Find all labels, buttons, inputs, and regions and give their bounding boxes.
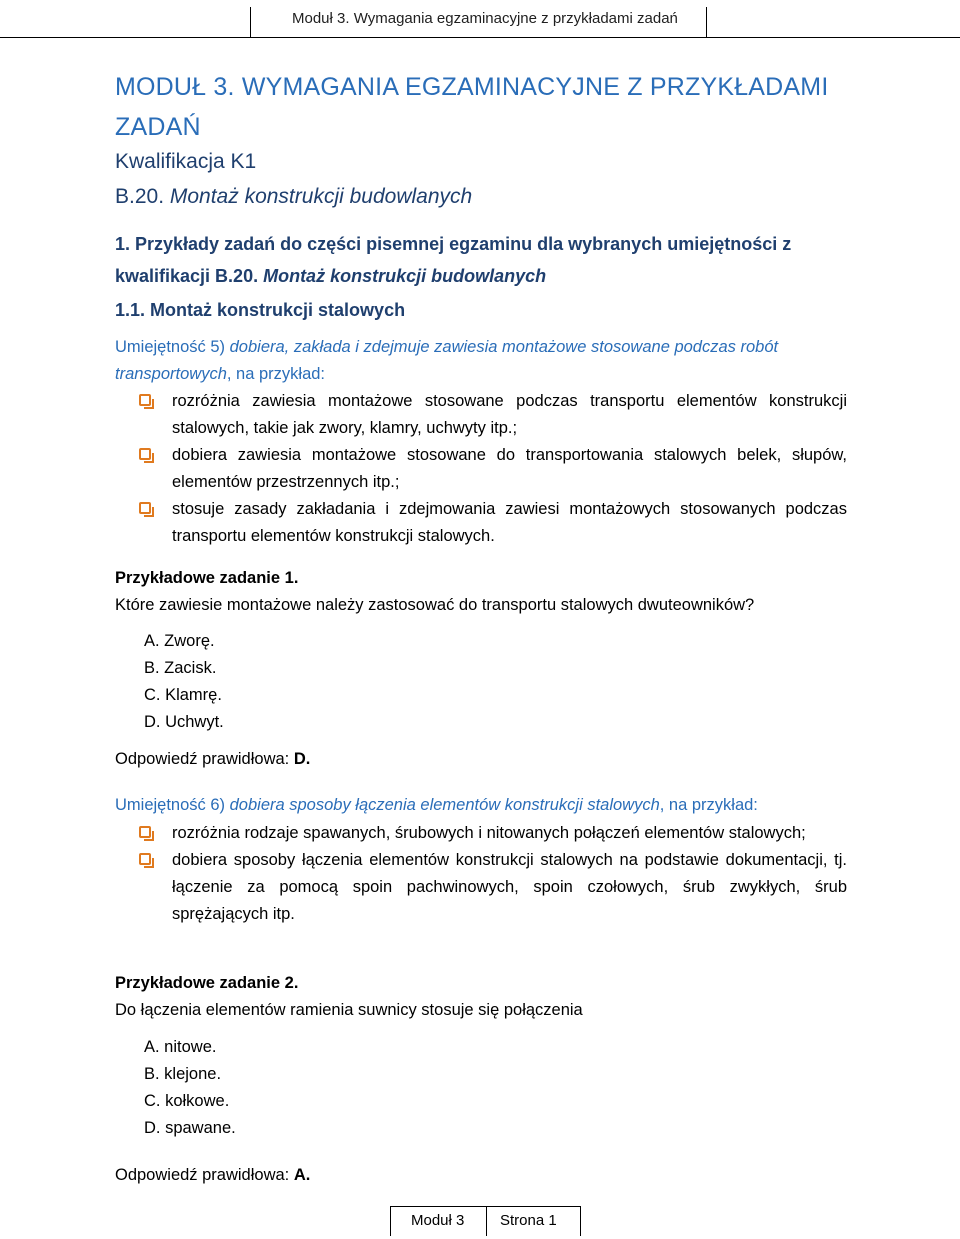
- list-item: dobiera sposoby łączenia elementów konstrukcji stalowych na podstawie dokumentacji, tj. łączenie za pomocą spoin pachwinowych, spoin czołowych, śrub zwykłych, śrub sprężających itp.: [139, 847, 847, 928]
- skill-5-intro: [115, 334, 855, 388]
- task-1-option-b: B. Zacisk.: [144, 659, 217, 677]
- section-heading-italic: Montaż konstrukcji budowlanych: [263, 266, 547, 286]
- section-heading: [115, 228, 875, 292]
- task-2-heading: Przykładowe zadanie 2.: [115, 974, 299, 992]
- task-2-option-a: A. nitowe.: [144, 1038, 217, 1056]
- task-1-answer-value: D.: [293, 750, 311, 768]
- page-title: MODUŁ 3. WYMAGANIA EGZAMINACYJNE Z PRZYKŁADAMI ZADAŃ: [115, 73, 829, 141]
- task-2-option-c: C. kołkowe.: [144, 1092, 230, 1110]
- skill-5-label: Umiejętność 5): [115, 338, 230, 356]
- task-1-question: Które zawiesie montażowe należy zastosować do transportu stalowych dwuteowników?: [115, 596, 755, 614]
- task-2-question: Do łączenia elementów ramienia suwnicy stosuje się połączenia: [115, 1001, 583, 1019]
- skill-5-bullets: [139, 388, 847, 550]
- list-item: stosuje zasady zakładania i zdejmowania zawiesi montażowych stosowanych podczas transportu elementów konstrukcji stalowych.: [139, 496, 847, 550]
- list-item: dobiera zawiesia montażowe stosowane do transportowania stalowych belek, słupów, elementów przestrzennych itp.;: [139, 442, 847, 496]
- task-1-option-d: D. Uchwyt.: [144, 713, 224, 731]
- task-2-option-d: D. spawane.: [144, 1119, 236, 1137]
- list-item: rozróżnia rodzaje spawanych, śrubowych i nitowanych połączeń elementów stalowych;: [139, 820, 847, 847]
- skill-5-description: dobiera, zakłada i zdejmuje zawiesia montażowe stosowane podczas robót transportowych: [115, 338, 779, 383]
- footer-module: Moduł 3: [411, 1212, 465, 1229]
- task-2-option-b: B. klejone.: [144, 1065, 222, 1083]
- qualification-code: B.20.: [115, 185, 170, 208]
- task-1-answer: Odpowiedź prawidłowa: D.: [115, 750, 311, 768]
- task-2-answer-value: A.: [293, 1166, 311, 1184]
- task-1-heading: Przykładowe zadanie 1.: [115, 569, 299, 587]
- skill-6-bullets: [139, 820, 847, 928]
- task-1-option-c: C. Klamrę.: [144, 686, 222, 704]
- skill-5-suffix: , na przykład:: [226, 365, 326, 383]
- qualification-name: [115, 185, 472, 209]
- task-1-option-a: A. Zworę.: [144, 632, 215, 650]
- header-rule: [0, 37, 960, 38]
- checkbox-bullet-icon: [139, 448, 151, 460]
- qualification-label: Kwalifikacja K1: [115, 150, 257, 173]
- skill-6-intro: [115, 792, 855, 819]
- skill-6-suffix: , na przykład:: [659, 796, 758, 814]
- checkbox-bullet-icon: [139, 502, 151, 514]
- checkbox-bullet-icon: [139, 853, 151, 865]
- task-2-answer: Odpowiedź prawidłowa: A.: [115, 1166, 311, 1184]
- list-item: rozróżnia zawiesia montażowe stosowane podczas transportu elementów konstrukcji stalowych, takie jak zwory, klamry, uchwyty itp.;: [139, 388, 847, 442]
- checkbox-bullet-icon: [139, 394, 151, 406]
- section-heading-text: 1. Przykłady zadań do części pisemnej egzaminu dla wybranych umiejętności z kwalifikacji B.20.: [115, 234, 792, 286]
- footer-page-number: Strona 1: [500, 1212, 557, 1229]
- subsection-heading: 1.1. Montaż konstrukcji stalowych: [115, 300, 406, 320]
- skill-6-description: dobiera sposoby łączenia elementów konstrukcji stalowych: [229, 796, 660, 814]
- skill-6-label: Umiejętność 6): [115, 796, 230, 814]
- checkbox-bullet-icon: [139, 826, 151, 838]
- qualification-title: Montaż konstrukcji budowlanych: [169, 185, 473, 208]
- running-header: Moduł 3. Wymagania egzaminacyjne z przykładami zadań: [292, 10, 678, 27]
